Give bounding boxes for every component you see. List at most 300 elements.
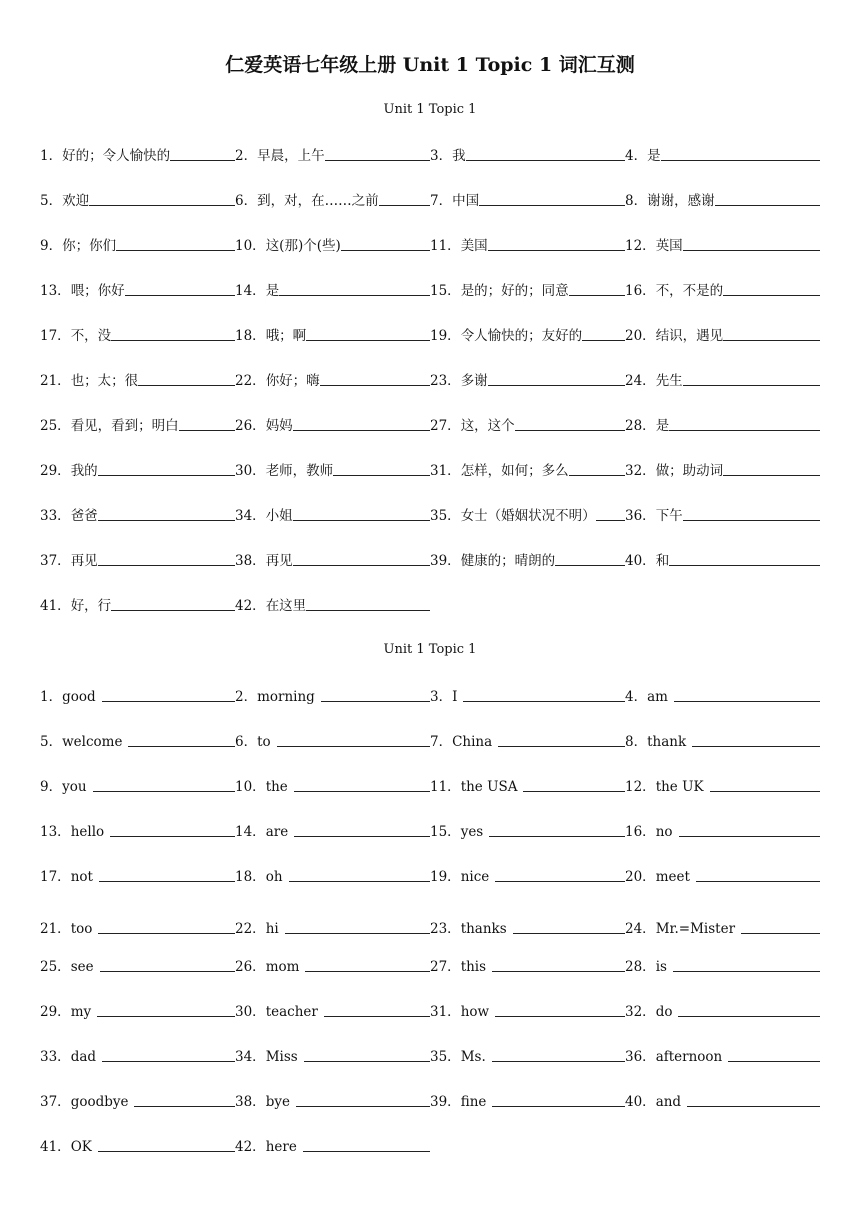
item-prompt: 怎样，如何；多么 [460,463,569,479]
item-prompt: 我 [452,148,466,164]
item-prompt: dad [70,1049,97,1065]
item-number: 34． [235,1049,266,1065]
item-number: 10． [235,238,266,254]
item-number: 15． [430,824,461,840]
answer-blank[interactable] [333,475,430,476]
answer-blank[interactable] [116,250,235,251]
vocab-item [40,864,235,886]
vocab-item [40,143,235,165]
answer-blank[interactable] [683,385,820,386]
answer-blank[interactable] [488,250,625,251]
item-prompt: 做；助动词 [655,463,724,479]
vocab-item [625,684,820,706]
vocab-row [40,729,820,751]
answer-blank[interactable] [170,160,235,161]
answer-blank[interactable] [93,791,235,792]
answer-blank[interactable] [98,1151,235,1152]
answer-blank[interactable] [492,971,625,972]
item-number: 11． [430,779,461,795]
vocab-item [235,999,430,1021]
answer-blank[interactable] [97,1016,235,1017]
item-number: 4． [625,148,648,164]
answer-blank[interactable] [98,933,235,934]
item-prompt: how [460,1004,490,1020]
vocab-item [625,548,820,570]
section-heading-chinese: Unit 1 Topic 1 [383,102,477,117]
item-number: 24． [625,373,656,389]
vocab-item [235,1044,430,1066]
item-prompt: 健康的；晴朗的 [460,553,556,569]
item-number: 36． [625,508,656,524]
vocab-item [625,1089,820,1111]
item-prompt: 结识，遇见 [655,328,724,344]
item-number: 35． [430,1049,461,1065]
item-prompt: meet [655,869,690,885]
item-prompt: 下午 [655,508,683,524]
answer-blank[interactable] [582,340,625,341]
answer-blank[interactable] [111,610,235,611]
answer-blank[interactable] [683,520,820,521]
answer-blank[interactable] [293,520,430,521]
item-prompt: 再见 [70,553,98,569]
vocab-item [40,413,235,435]
item-prompt: 不，不是的 [655,283,724,299]
item-prompt: thank [647,734,687,750]
answer-blank[interactable] [692,746,820,747]
item-prompt: the USA [460,779,518,795]
item-prompt: 在这里 [265,598,307,614]
answer-blank[interactable] [379,205,430,206]
item-prompt: 美国 [460,238,488,254]
answer-blank[interactable] [89,205,235,206]
item-prompt: morning [257,689,315,705]
item-number: 29． [40,463,71,479]
answer-blank[interactable] [696,881,820,882]
vocab-item [430,819,625,841]
item-prompt: hello [70,824,105,840]
item-number: 6． [235,734,258,750]
vocab-row [40,999,820,1021]
item-number: 24． [625,921,656,937]
item-prompt: 老师，教师 [265,463,334,479]
vocab-item [235,684,430,706]
answer-blank[interactable] [296,1106,430,1107]
item-number: 26． [235,418,266,434]
item-prompt: hi [265,921,279,937]
item-prompt: 是 [265,283,280,299]
vocab-item [40,233,235,255]
answer-blank[interactable] [673,971,820,972]
item-prompt: 女士（婚姻状况不明） [460,508,596,524]
vocab-item [40,278,235,300]
item-prompt: 再见 [265,553,293,569]
vocab-item [40,458,235,480]
item-prompt: 好的；令人愉快的 [62,148,171,164]
answer-blank[interactable] [741,933,820,934]
vocab-item [235,413,430,435]
answer-blank[interactable] [293,430,430,431]
item-prompt: 是 [655,418,670,434]
vocab-item [40,819,235,841]
item-prompt: the [265,779,288,795]
item-prompt: 中国 [452,193,480,209]
item-number: 7． [430,734,453,750]
item-number: 33． [40,1049,71,1065]
item-prompt: China [452,734,493,750]
answer-blank[interactable] [324,1016,430,1017]
item-number: 31． [430,1004,461,1020]
answer-blank[interactable] [98,520,235,521]
answer-blank[interactable] [523,791,625,792]
item-number: 22． [235,921,266,937]
answer-blank[interactable] [492,1106,625,1107]
answer-blank[interactable] [488,385,625,386]
item-number: 3． [430,148,453,164]
answer-blank[interactable] [596,520,625,521]
vocab-item [625,278,820,300]
vocab-item [40,368,235,390]
vocab-item [235,954,430,976]
item-prompt: too [70,921,93,937]
item-prompt: 英国 [655,238,683,254]
item-prompt: thanks [460,921,507,937]
item-prompt: Mr.=Mister [655,921,736,937]
answer-blank[interactable] [489,836,625,837]
vocab-item [235,819,430,841]
vocab-row [40,188,820,210]
item-prompt: 好，行 [70,598,112,614]
vocab-item [235,774,430,796]
item-number: 7． [430,193,453,209]
item-number: 31． [430,463,461,479]
vocab-item [40,916,235,938]
vocab-item [625,368,820,390]
item-number: 18． [235,869,266,885]
answer-blank[interactable] [293,565,430,566]
vocab-item [235,323,430,345]
vocab-item [40,1134,235,1156]
vocab-item [235,1134,430,1156]
item-prompt: 是的；好的；同意 [460,283,569,299]
vocab-item [40,684,235,706]
vocab-item [625,999,820,1021]
item-prompt: 早晨，上午 [257,148,325,164]
vocab-item [430,1044,625,1066]
vocab-row [40,684,820,706]
vocab-row [40,503,820,525]
vocab-item [625,729,820,751]
item-prompt: not [70,869,93,885]
item-number: 35． [430,508,461,524]
item-prompt: mom [265,959,300,975]
answer-blank[interactable] [715,205,820,206]
vocab-row [40,323,820,345]
answer-blank[interactable] [669,565,820,566]
answer-blank[interactable] [306,610,430,611]
item-prompt: 是 [647,148,661,164]
answer-blank[interactable] [569,295,625,296]
vocab-item [430,368,625,390]
item-prompt: 不，没 [70,328,112,344]
item-number: 5． [40,193,63,209]
answer-blank[interactable] [277,746,430,747]
item-prompt: 这，这个 [460,418,515,434]
item-prompt: you [62,779,87,795]
answer-blank[interactable] [683,250,820,251]
vocab-item [430,864,625,886]
answer-blank[interactable] [98,565,235,566]
answer-blank[interactable] [723,340,820,341]
item-number: 27． [430,959,461,975]
vocab-item [40,323,235,345]
item-number: 13． [40,824,71,840]
answer-blank[interactable] [279,295,430,296]
answer-blank[interactable] [669,430,820,431]
vocab-item [235,188,430,210]
answer-blank[interactable] [294,791,430,792]
item-number: 21． [40,921,71,937]
answer-blank[interactable] [303,1151,430,1152]
vocab-row [40,864,820,886]
vocab-item [430,774,625,796]
vocab-item [430,323,625,345]
answer-blank[interactable] [321,701,430,702]
item-number: 23． [430,921,461,937]
vocab-item [625,774,820,796]
item-prompt: good [62,689,96,705]
answer-blank[interactable] [495,881,625,882]
vocab-item [625,819,820,841]
item-prompt: 欢迎 [62,193,90,209]
item-number: 9． [40,238,63,254]
vocab-item [430,458,625,480]
item-prompt: do [655,1004,673,1020]
answer-blank[interactable] [99,881,235,882]
answer-blank[interactable] [678,1016,820,1017]
item-prompt: afternoon [655,1049,723,1065]
item-number: 37． [40,1094,71,1110]
item-number: 25． [40,418,71,434]
item-number: 4． [625,689,648,705]
answer-blank[interactable] [305,971,430,972]
item-prompt: 到，对，在……之前 [257,193,379,209]
answer-blank[interactable] [466,160,625,161]
vocab-row [40,233,820,255]
item-number: 33． [40,508,71,524]
answer-blank[interactable] [679,836,820,837]
vocab-item [235,916,430,938]
answer-blank[interactable] [341,250,430,251]
vocab-item [40,188,235,210]
vocab-item [40,503,235,525]
answer-blank[interactable] [498,746,625,747]
answer-blank[interactable] [285,933,430,934]
vocab-item [625,864,820,886]
vocab-row [40,368,820,390]
item-number: 13． [40,283,71,299]
item-prompt: here [265,1139,297,1155]
vocab-row [40,1044,820,1066]
vocab-item [430,548,625,570]
item-prompt: welcome [62,734,123,750]
item-prompt: Ms. [460,1049,486,1065]
answer-blank[interactable] [134,1106,235,1107]
answer-blank[interactable] [710,791,820,792]
vocab-item [430,1089,625,1111]
item-number: 20． [625,869,656,885]
item-prompt: 先生 [655,373,683,389]
vocab-item [625,954,820,976]
item-number: 42． [235,598,266,614]
answer-blank[interactable] [320,385,430,386]
item-prompt: the UK [655,779,704,795]
item-number: 9． [40,779,63,795]
item-number: 14． [235,824,266,840]
vocab-item [430,233,625,255]
item-prompt: goodbye [70,1094,129,1110]
vocab-item [625,233,820,255]
answer-blank[interactable] [125,295,235,296]
vocab-item [40,548,235,570]
answer-blank[interactable] [98,475,235,476]
answer-blank[interactable] [723,295,820,296]
item-number: 34． [235,508,266,524]
item-number: 30． [235,1004,266,1020]
vocab-item [430,413,625,435]
vocab-row [40,774,820,796]
vocab-item [235,278,430,300]
item-prompt: my [70,1004,92,1020]
item-number: 17． [40,869,71,885]
item-number: 8． [625,734,648,750]
item-prompt: are [265,824,289,840]
item-number: 39． [430,553,461,569]
answer-blank[interactable] [111,340,235,341]
answer-blank[interactable] [687,1106,820,1107]
item-number: 26． [235,959,266,975]
item-number: 16． [625,824,656,840]
answer-blank[interactable] [128,746,235,747]
item-number: 14． [235,283,266,299]
item-prompt: 喂；你好 [70,283,125,299]
item-number: 23． [430,373,461,389]
vocab-row [40,413,820,435]
vocab-item [625,323,820,345]
vocab-item [235,593,430,615]
item-number: 6． [235,193,258,209]
page-title: 仁爱英语七年级上册 Unit 1 Topic 1 词汇互测 [225,54,635,76]
answer-blank[interactable] [102,1061,235,1062]
item-number: 30． [235,463,266,479]
answer-blank[interactable] [463,701,625,702]
item-prompt: see [70,959,94,975]
vocab-item [625,413,820,435]
item-number: 41． [40,1139,71,1155]
answer-blank[interactable] [723,475,820,476]
answer-blank[interactable] [495,1016,625,1017]
answer-blank[interactable] [304,1061,430,1062]
answer-blank[interactable] [569,475,625,476]
answer-blank[interactable] [728,1061,820,1062]
answer-blank[interactable] [102,701,235,702]
item-number: 38． [235,553,266,569]
item-prompt: bye [265,1094,290,1110]
item-number: 21． [40,373,71,389]
item-number: 10． [235,779,266,795]
vocab-item [625,143,820,165]
item-prompt: 看见，看到；明白 [70,418,179,434]
item-prompt: this [460,959,487,975]
item-prompt: oh [265,869,283,885]
vocab-item [40,1089,235,1111]
vocab-item [40,1044,235,1066]
item-prompt: 多谢 [460,373,488,389]
item-prompt: 这(那)个(些) [265,238,341,254]
item-number: 1． [40,689,63,705]
answer-blank[interactable] [515,430,625,431]
item-number: 11． [430,238,461,254]
vocab-item [235,233,430,255]
item-number: 40． [625,553,656,569]
answer-blank[interactable] [100,971,235,972]
item-number: 3． [430,689,453,705]
vocab-item [235,458,430,480]
item-number: 8． [625,193,648,209]
answer-blank[interactable] [138,385,235,386]
vocab-item [430,503,625,525]
vocab-item [235,548,430,570]
item-number: 28． [625,418,656,434]
item-number: 29． [40,1004,71,1020]
item-number: 28． [625,959,656,975]
item-number: 17． [40,328,71,344]
item-number: 32． [625,1004,656,1020]
vocab-row [40,916,820,938]
item-prompt: 谢谢，感谢 [647,193,715,209]
item-number: 12． [625,238,656,254]
vocab-row [40,278,820,300]
answer-blank[interactable] [492,1061,625,1062]
vocab-item [625,458,820,480]
vocab-item [40,593,235,615]
answer-blank[interactable] [289,881,430,882]
answer-blank[interactable] [479,205,625,206]
answer-blank[interactable] [555,565,625,566]
vocab-item [235,503,430,525]
item-number: 20． [625,328,656,344]
item-number: 19． [430,869,461,885]
item-prompt: am [647,689,668,705]
item-number: 38． [235,1094,266,1110]
answer-blank[interactable] [306,340,430,341]
item-number: 5． [40,734,63,750]
answer-blank[interactable] [294,836,430,837]
vocab-item [430,278,625,300]
answer-blank[interactable] [179,430,235,431]
vocab-item [40,774,235,796]
item-number: 15． [430,283,461,299]
vocab-item [430,143,625,165]
answer-blank[interactable] [513,933,625,934]
section-heading-english: Unit 1 Topic 1 [383,642,477,657]
answer-blank[interactable] [674,701,820,702]
vocab-row [40,1089,820,1111]
item-prompt: 也；太；很 [70,373,139,389]
item-prompt: no [655,824,673,840]
answer-blank[interactable] [661,160,820,161]
answer-blank[interactable] [325,160,430,161]
answer-blank[interactable] [110,836,235,837]
